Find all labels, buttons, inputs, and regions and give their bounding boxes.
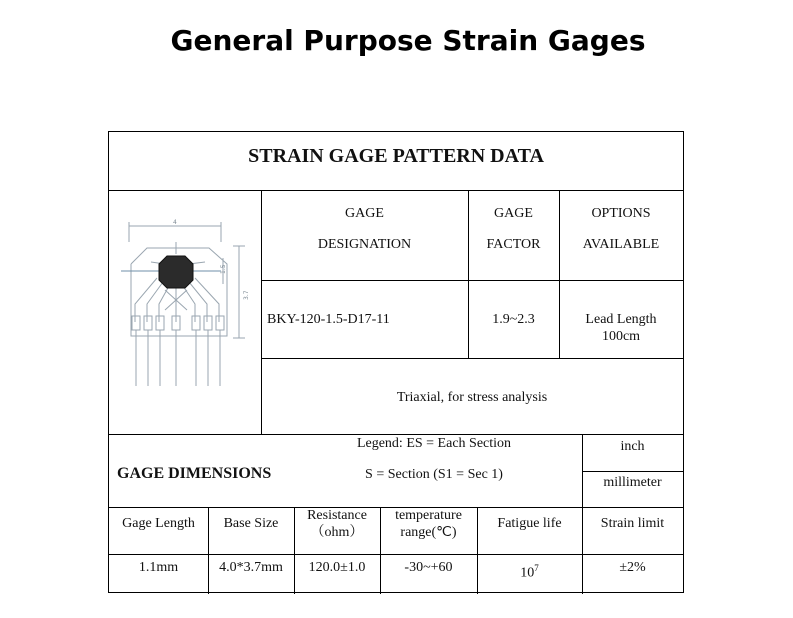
pattern-description: Triaxial, for stress analysis [396,390,548,405]
gage-pattern-drawing [121,218,251,386]
gage-factor-value: 1.9~2.3 [492,312,535,327]
fatigue-exponent: 7 [534,563,539,573]
value-fatigue-life [477,559,582,583]
col-fatigue-life: Fatigue life [497,516,562,531]
page-title: General Purpose Strain Gages [170,24,646,57]
col-resistance-unit: （ohm） [310,525,364,540]
header-designation-line2: DESIGNATION [317,237,412,252]
header-options-line2: AVAILABLE [582,237,660,252]
value-base-size: 4.0*3.7mm [219,560,283,575]
col-base-size: Base Size [223,516,279,531]
col-strain-limit: Strain limit [600,516,665,531]
drawing-label-width: 4 [173,219,177,226]
legend-line1: Legend: ES = Each Section [356,436,512,451]
rule-under-headers [261,280,683,281]
value-strain-limit: ±2% [619,560,646,575]
value-resistance: 120.0±1.0 [308,560,366,575]
header-options-line1: OPTIONS [591,206,651,221]
table-title: STRAIN GAGE PATTERN DATA [248,145,544,167]
value-gage-length: 1.1mm [138,560,179,575]
gage-designation-value: BKY-120-1.5-D17-11 [267,312,390,327]
fatigue-base: 10 [520,565,535,581]
rule-between-units [582,471,683,472]
legend-line2: S = Section (S1 = Sec 1) [365,467,503,482]
col-gage-length: Gage Length [122,516,195,531]
pattern-data-sheet [108,131,684,593]
rule-under-values [261,358,683,359]
col-temperature: temperature [395,508,462,523]
options-value-line1: Lead Length [585,312,657,327]
unit-inch: inch [620,439,645,454]
options-value-line2: 100cm [601,329,641,344]
value-temperature: -30~+60 [404,560,453,575]
drawing-label-inner: 1.5 [220,264,227,274]
header-factor-line1: GAGE [494,206,533,221]
rule-under-title [109,190,683,191]
col-temperature-unit: range(℃) [400,525,457,540]
unit-millimeter: millimeter [603,475,662,490]
header-factor-line2: FACTOR [486,237,541,252]
header-designation-line1: GAGE [345,206,384,221]
drawing-label-outer: 3.7 [243,290,250,300]
col-resistance: Resistance [307,508,367,523]
gage-dimensions-title: GAGE DIMENSIONS [117,465,272,482]
rule-under-columns [109,554,683,555]
